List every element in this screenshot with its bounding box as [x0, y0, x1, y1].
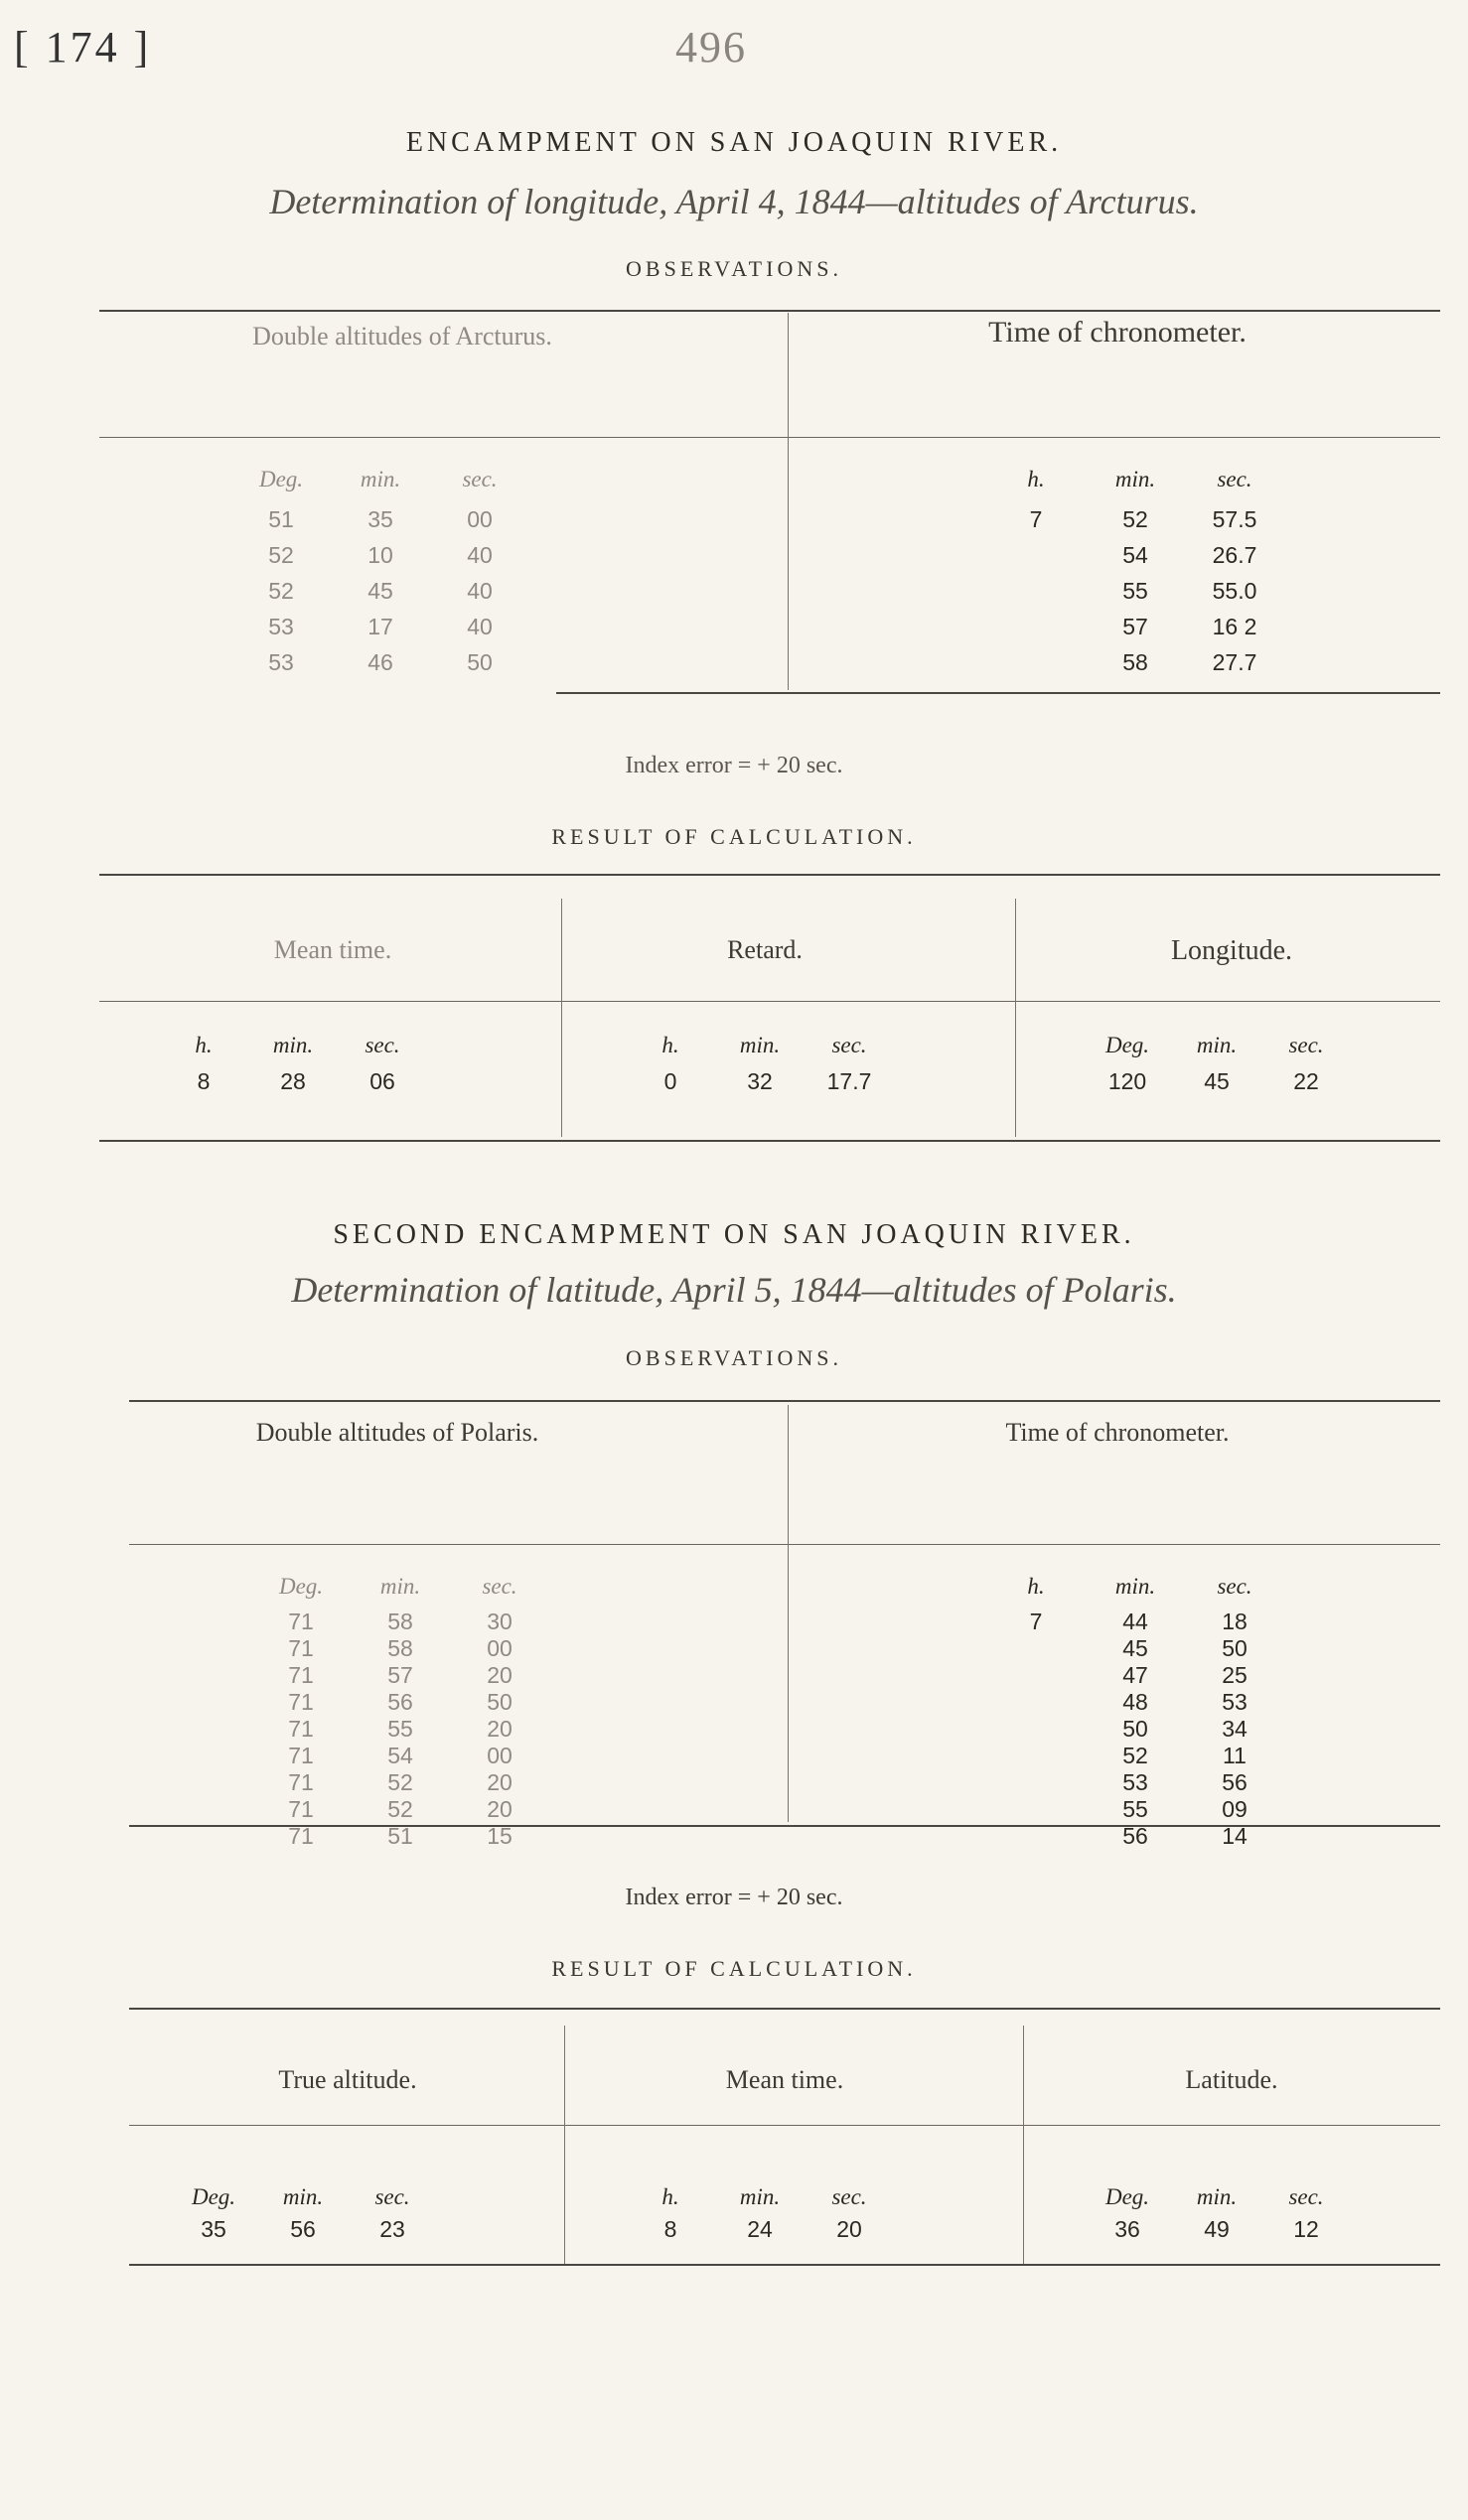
table-cell: 53: [1122, 1769, 1148, 1795]
table-row: [266, 1743, 663, 1772]
table-cell: 20: [487, 1769, 513, 1795]
table-cell: 56: [1122, 1823, 1148, 1849]
table-rule-bottom: [556, 692, 1440, 694]
result-header-latitude: Latitude.: [1185, 2065, 1278, 2094]
result-value: 36: [1114, 2216, 1140, 2242]
result-divider-2: [1023, 2026, 1024, 2264]
table-cell: 56: [1222, 1769, 1248, 1795]
table-rule-bottom: [129, 1825, 1440, 1827]
result-value: 49: [1204, 2216, 1230, 2242]
table-cell: 40: [467, 578, 493, 604]
result-values-row: [636, 1068, 954, 1098]
result-value: 35: [201, 2216, 226, 2242]
section2-subtitle: Determination of latitude, April 5, 1844—altitudes of Polaris.: [291, 1270, 1177, 1310]
right-units-row: [1001, 467, 1398, 496]
result-divider-1: [564, 2026, 565, 2264]
result-value: 56: [290, 2216, 316, 2242]
table-rule-top: [129, 1400, 1440, 1402]
result-value: 22: [1293, 1068, 1319, 1094]
table-cell: 71: [288, 1716, 314, 1742]
table-cell: 52: [268, 542, 294, 568]
table-row: [1001, 1689, 1398, 1719]
result-unit: sec.: [374, 2184, 410, 2209]
result-unit: Deg.: [1104, 2184, 1150, 2209]
table-row: [1001, 578, 1398, 608]
table-row: [246, 649, 644, 679]
table-row: [1001, 1662, 1398, 1692]
unit-deg: Deg.: [258, 467, 304, 491]
table-cell: 56: [387, 1689, 413, 1715]
table-row: [1001, 649, 1398, 679]
table-cell: 26.7: [1212, 542, 1257, 568]
page-number: 496: [675, 23, 747, 71]
table-cell: 71: [288, 1635, 314, 1661]
result-rule-bottom: [129, 2264, 1440, 2266]
table-divider: [788, 313, 789, 690]
result-unit: sec.: [831, 1033, 867, 1057]
table-cell: 53: [1222, 1689, 1248, 1715]
table-cell: 52: [268, 578, 294, 604]
table-rule-header: [129, 1544, 1440, 1545]
table-cell: 58: [387, 1609, 413, 1634]
result-value: 8: [197, 1068, 211, 1094]
result-unit: min.: [1196, 1033, 1238, 1057]
table-cell: 46: [367, 649, 393, 675]
unit-sec: sec.: [1217, 1574, 1252, 1599]
section2-index-error: Index error = + 20 sec.: [625, 1885, 843, 1910]
unit-sec: sec.: [482, 1574, 517, 1599]
table-cell: 48: [1122, 1689, 1148, 1715]
table-row: [1001, 1796, 1398, 1826]
unit-deg: Deg.: [278, 1574, 324, 1599]
table-cell: 55: [1122, 578, 1148, 604]
result-header-mean-time: Mean time.: [273, 935, 392, 964]
table-cell: 09: [1222, 1796, 1248, 1822]
table-cell: 52: [1122, 506, 1148, 532]
table-cell: 00: [467, 506, 493, 532]
section1-observations-label: OBSERVATIONS.: [626, 256, 842, 281]
result-unit: min.: [272, 1033, 314, 1057]
table-cell: 00: [487, 1635, 513, 1661]
table-cell: 71: [288, 1609, 314, 1634]
table-cell: 50: [487, 1689, 513, 1715]
table-cell: 71: [288, 1823, 314, 1849]
table-cell: 71: [288, 1796, 314, 1822]
result-value: 120: [1107, 1068, 1147, 1094]
table-row: [266, 1796, 663, 1826]
unit-min: min.: [379, 1574, 421, 1599]
table-cell: 00: [487, 1743, 513, 1768]
result-unit: min.: [282, 2184, 324, 2209]
result-values-row: [179, 2216, 497, 2246]
col-header-left: Double altitudes of Arcturus.: [252, 322, 552, 350]
result-rule-top: [129, 2008, 1440, 2010]
unit-h: h.: [1027, 1574, 1045, 1599]
table-row: [1001, 614, 1398, 643]
table-cell: 20: [487, 1716, 513, 1742]
table-cell: 20: [487, 1796, 513, 1822]
result-value: 06: [369, 1068, 395, 1094]
table-row: [1001, 1609, 1398, 1638]
result-value: 24: [747, 2216, 773, 2242]
table-cell: 40: [467, 542, 493, 568]
col-header-right: Time of chronometer.: [988, 316, 1247, 349]
result-value: 20: [836, 2216, 862, 2242]
table-row: [266, 1689, 663, 1719]
result-value: 28: [280, 1068, 306, 1094]
result-unit: Deg.: [191, 2184, 236, 2209]
result-unit: sec.: [831, 2184, 867, 2209]
result-divider-1: [561, 899, 562, 1137]
unit-sec: sec.: [1217, 467, 1252, 491]
result-header-mean-time: Mean time.: [725, 2065, 844, 2094]
table-cell: 45: [1122, 1635, 1148, 1661]
result-values-row: [1093, 2216, 1410, 2246]
table-cell: 15: [487, 1823, 513, 1849]
table-cell: 58: [1122, 649, 1148, 675]
table-cell: 27.7: [1212, 649, 1257, 675]
table-cell: 51: [387, 1823, 413, 1849]
left-units-row: [246, 467, 644, 496]
table-cell: 52: [387, 1769, 413, 1795]
table-cell: 30: [487, 1609, 513, 1634]
section2-observations-label: OBSERVATIONS.: [626, 1345, 842, 1370]
table-cell: 55: [1122, 1796, 1148, 1822]
unit-min: min.: [1114, 1574, 1156, 1599]
table-rule-header: [99, 437, 1440, 438]
table-cell: 53: [268, 649, 294, 675]
result-value: 45: [1204, 1068, 1230, 1094]
result-header-true-altitude: True altitude.: [278, 2065, 417, 2094]
table-cell: 53: [268, 614, 294, 639]
left-units-row: [266, 1574, 663, 1604]
table-cell: 7: [1029, 1609, 1043, 1634]
table-cell: 57: [1122, 614, 1148, 639]
table-cell: 50: [1122, 1716, 1148, 1742]
result-value: 8: [663, 2216, 677, 2242]
table-cell: 11: [1223, 1743, 1247, 1768]
result-unit: h.: [661, 2184, 679, 2209]
table-cell: 57.5: [1212, 506, 1257, 532]
table-cell: 71: [288, 1662, 314, 1688]
table-cell: 52: [1122, 1743, 1148, 1768]
unit-sec: sec.: [462, 467, 498, 491]
table-cell: 45: [367, 578, 393, 604]
table-cell: 44: [1122, 1609, 1148, 1634]
table-cell: 50: [467, 649, 493, 675]
table-row: [266, 1609, 663, 1638]
result-unit: min.: [739, 2184, 781, 2209]
table-cell: 71: [288, 1743, 314, 1768]
section1-result-label: RESULT OF CALCULATION.: [551, 824, 917, 849]
result-units-row: [636, 1033, 954, 1062]
page-reference: [ 174 ]: [14, 23, 152, 71]
table-cell: 34: [1222, 1716, 1248, 1742]
table-divider: [788, 1405, 789, 1822]
result-units-row: [169, 1033, 487, 1062]
table-rule-top: [99, 310, 1440, 312]
table-row: [1001, 506, 1398, 536]
table-cell: 55: [387, 1716, 413, 1742]
table-cell: 10: [367, 542, 393, 568]
result-value: 23: [379, 2216, 405, 2242]
right-units-row: [1001, 1574, 1398, 1604]
table-cell: 16 2: [1212, 614, 1257, 639]
table-row: [266, 1635, 663, 1665]
table-cell: 71: [288, 1689, 314, 1715]
section2-result-label: RESULT OF CALCULATION.: [551, 1956, 917, 1981]
result-value: 12: [1293, 2216, 1319, 2242]
section1-index-error: Index error = + 20 sec.: [625, 753, 843, 778]
table-cell: 71: [288, 1769, 314, 1795]
result-value: 17.7: [826, 1068, 872, 1094]
result-value: 0: [663, 1068, 677, 1094]
result-unit: sec.: [1288, 1033, 1324, 1057]
table-cell: 35: [367, 506, 393, 532]
unit-min: min.: [1114, 467, 1156, 491]
section2-title: SECOND ENCAMPMENT ON SAN JOAQUIN RIVER.: [333, 1219, 1135, 1250]
table-cell: 51: [268, 506, 294, 532]
table-row: [1001, 1635, 1398, 1665]
unit-min: min.: [360, 467, 401, 491]
table-row: [246, 542, 644, 572]
result-units-row: [1093, 2184, 1410, 2214]
table-cell: 54: [1122, 542, 1148, 568]
result-values-row: [169, 1068, 487, 1098]
table-cell: 14: [1222, 1823, 1248, 1849]
result-rule-bottom: [99, 1140, 1440, 1142]
table-cell: 55.0: [1212, 578, 1257, 604]
table-row: [1001, 1823, 1398, 1853]
result-header-longitude: Longitude.: [1170, 935, 1293, 966]
section1-title: ENCAMPMENT ON SAN JOAQUIN RIVER.: [405, 127, 1063, 158]
table-row: [246, 614, 644, 643]
table-cell: 50: [1222, 1635, 1248, 1661]
table-cell: 7: [1029, 506, 1043, 532]
table-row: [266, 1769, 663, 1799]
unit-h: h.: [1027, 467, 1045, 491]
table-row: [246, 506, 644, 536]
result-values-row: [636, 2216, 954, 2246]
result-unit: h.: [195, 1033, 213, 1057]
result-rule-header: [99, 1001, 1440, 1002]
table-row: [1001, 1769, 1398, 1799]
result-units-row: [636, 2184, 954, 2214]
table-cell: 40: [467, 614, 493, 639]
result-units-row: [179, 2184, 497, 2214]
result-unit: min.: [1196, 2184, 1238, 2209]
result-unit: sec.: [365, 1033, 400, 1057]
table-row: [266, 1662, 663, 1692]
result-divider-2: [1015, 899, 1016, 1137]
table-cell: 20: [487, 1662, 513, 1688]
table-cell: 52: [387, 1796, 413, 1822]
table-row: [1001, 1743, 1398, 1772]
table-cell: 57: [387, 1662, 413, 1688]
result-header-retard: Retard.: [727, 935, 803, 964]
table-row: [1001, 542, 1398, 572]
table-cell: 18: [1222, 1609, 1248, 1634]
table-row: [1001, 1716, 1398, 1746]
result-unit: h.: [661, 1033, 679, 1057]
result-values-row: [1093, 1068, 1410, 1098]
result-value: 32: [747, 1068, 773, 1094]
result-unit: Deg.: [1104, 1033, 1150, 1057]
col-header-right: Time of chronometer.: [1005, 1418, 1230, 1447]
result-rule-top: [99, 874, 1440, 876]
col-header-left: Double altitudes of Polaris.: [255, 1418, 539, 1447]
table-row: [246, 578, 644, 608]
table-cell: 17: [367, 614, 393, 639]
table-row: [266, 1716, 663, 1746]
table-cell: 58: [387, 1635, 413, 1661]
section1-subtitle: Determination of longitude, April 4, 1844—altitudes of Arcturus.: [269, 182, 1199, 221]
result-unit: sec.: [1288, 2184, 1324, 2209]
table-cell: 54: [387, 1743, 413, 1768]
table-cell: 25: [1222, 1662, 1248, 1688]
table-row: [266, 1823, 663, 1853]
result-units-row: [1093, 1033, 1410, 1062]
result-rule-header: [129, 2125, 1440, 2126]
result-unit: min.: [739, 1033, 781, 1057]
table-cell: 47: [1122, 1662, 1148, 1688]
